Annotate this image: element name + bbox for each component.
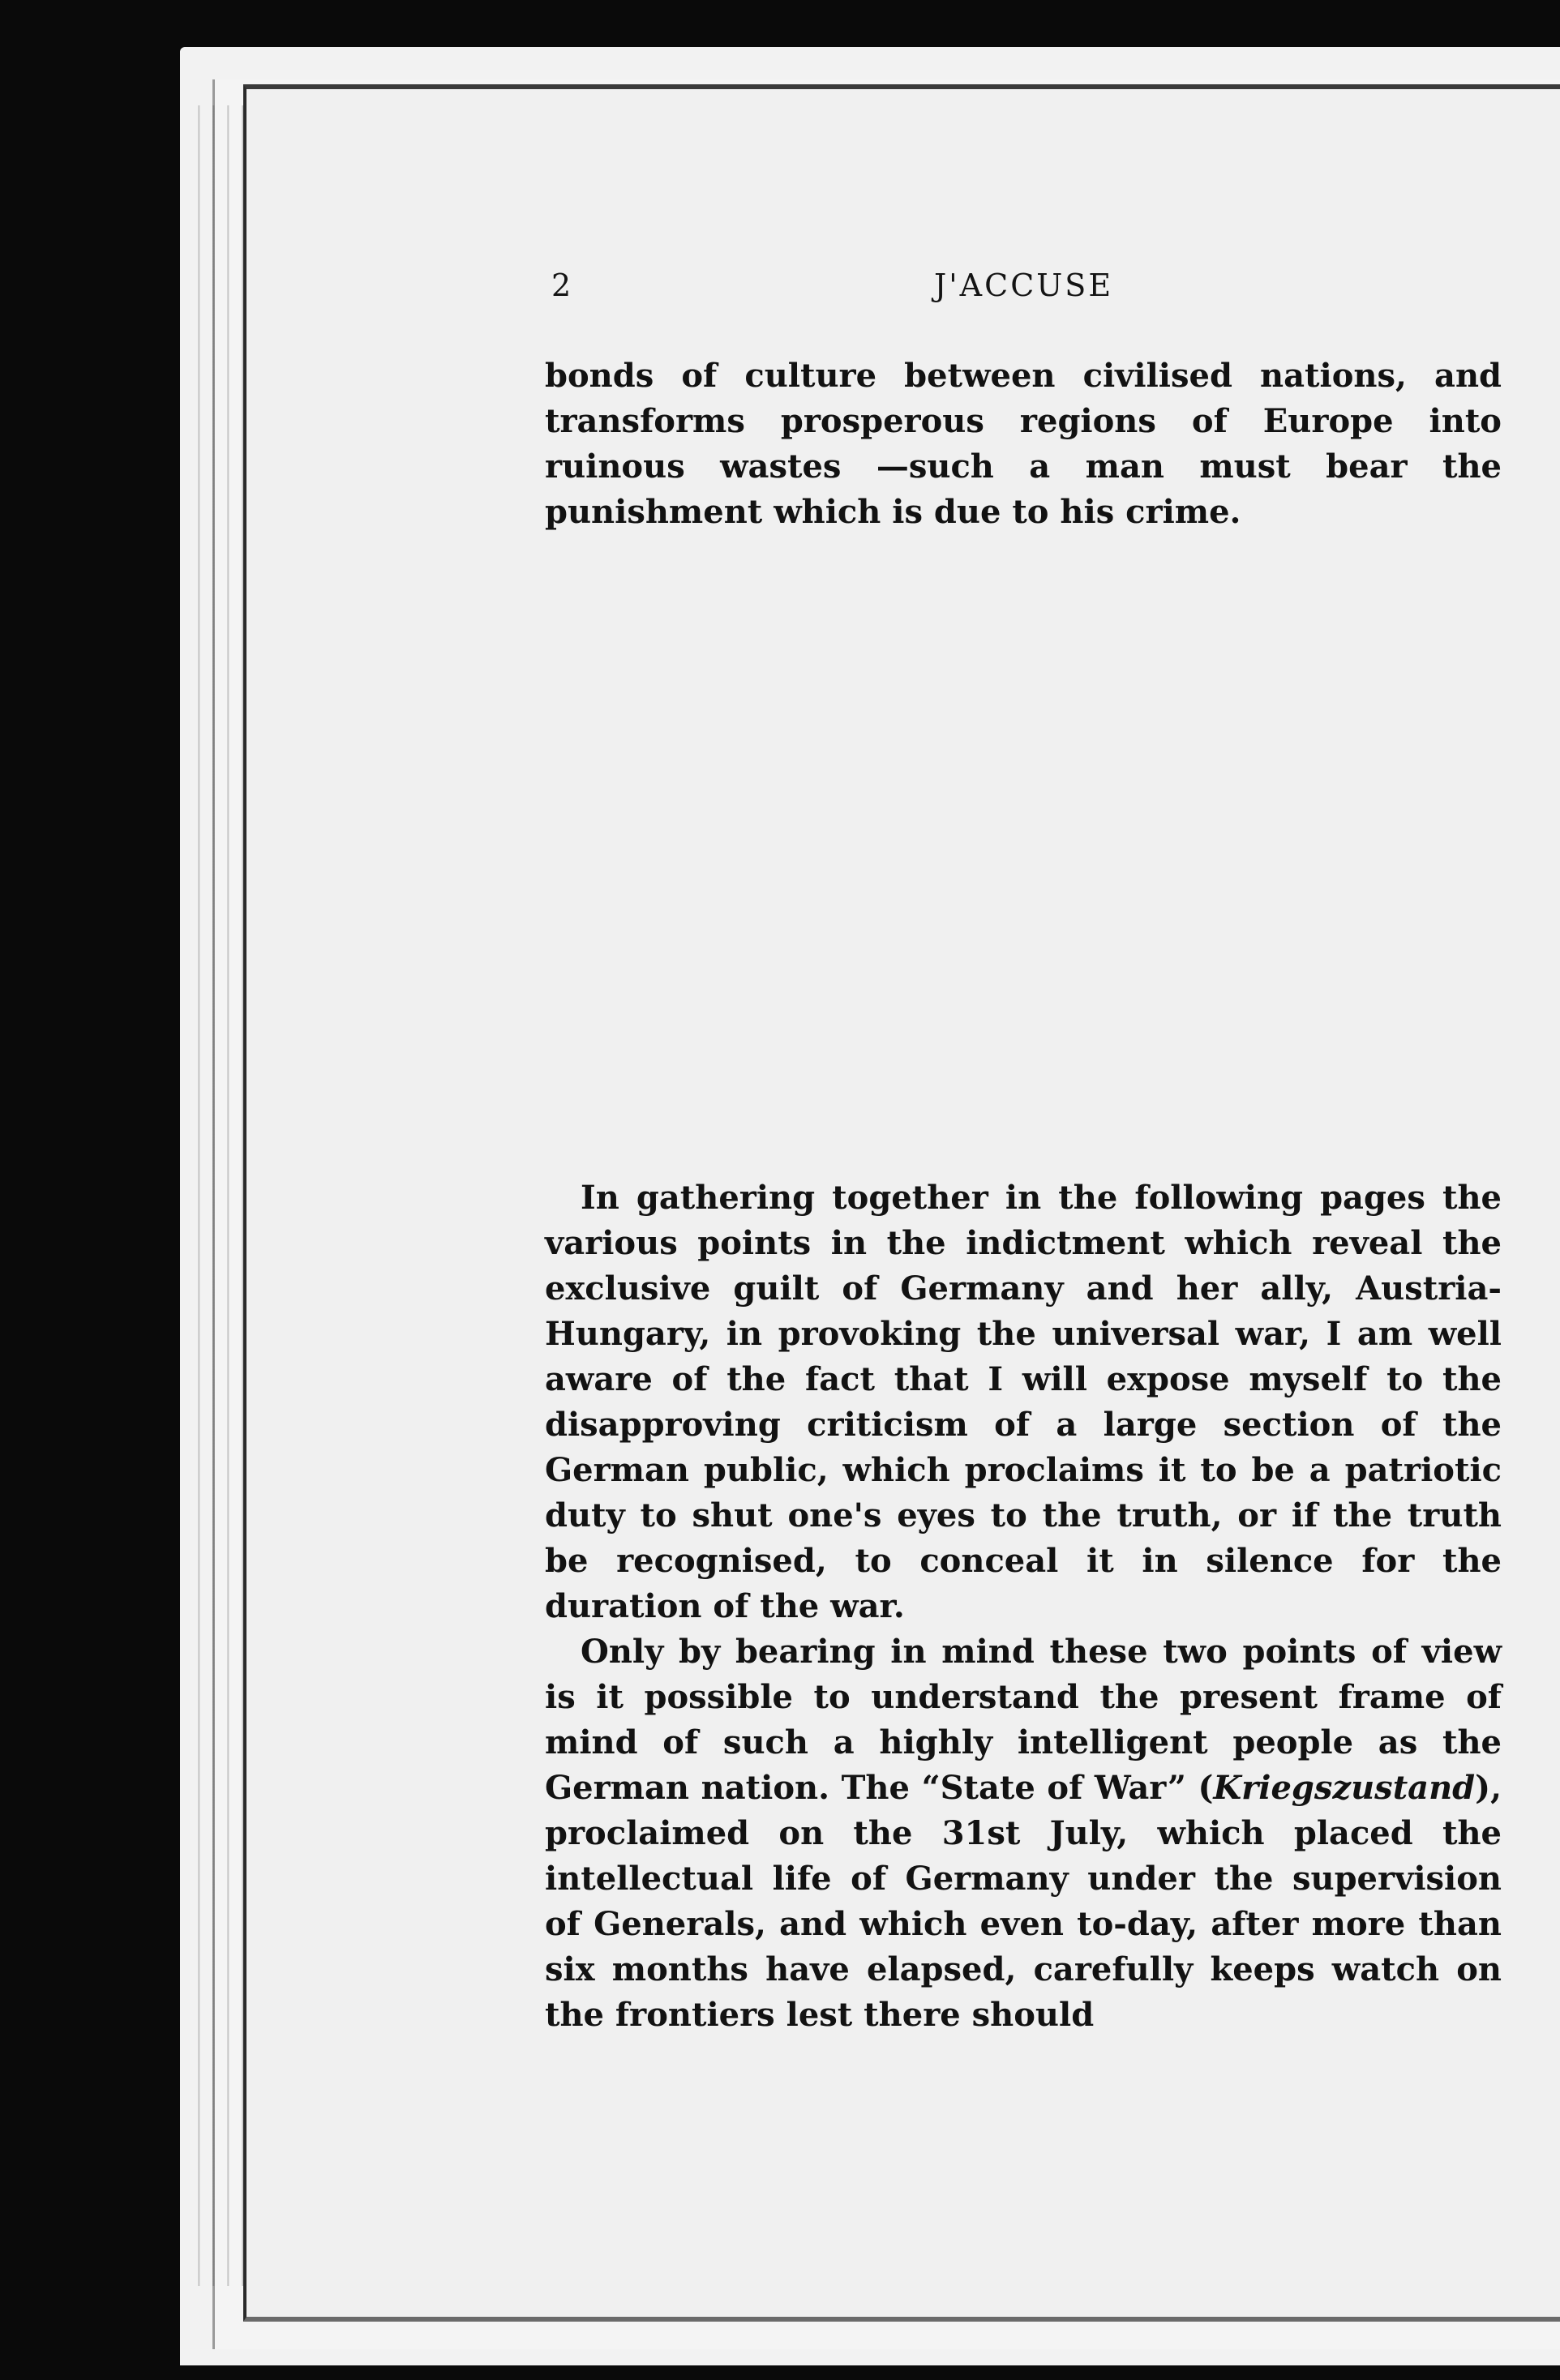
paragraph-indictment: In gathering together in the following pages the various points in the indictment which reveal the exclusive guilt of Germany and her ally, Austria-Hungary, in provoking the universal war, I am well aware of the fact that I will expose myself to the disapproving criticism of a large section of the German public, which proclaims it to be a patriotic duty to shut one's eyes to the truth, or if the truth be recognised, to conceal it in silence for the duration of the war. — [545, 1179, 1502, 1625]
running-title: J'ACCUSE — [934, 268, 1114, 303]
page-number: 2 — [551, 268, 572, 303]
italic-term: Kriegszustand — [1213, 1769, 1476, 1807]
paragraph-text-before-italic: Only by bearing in mind these two points of view is it possible to understand the present frame of mind of such a highly intelligent people as the German nation. The “State of War” ( — [545, 1633, 1502, 1807]
paragraph-continuation: bonds of culture between civilised nations, and transforms prosperous regions of Europe into ruinous wastes —such a man must bear the punishment which is due to his crime. — [545, 357, 1502, 531]
running-head — [545, 268, 1502, 316]
text-block-bottom — [545, 1175, 1502, 2038]
paragraph-text-after-italic: ), proclaimed on the 31st July, which placed the intellectual life of Germany under the supervision of Generals, and which even to-day, after more than six months have elapsed, carefully keeps watch on the frontiers lest there should — [545, 1769, 1502, 2034]
paragraph-state-of-war — [545, 1629, 1502, 2038]
text-block-top — [545, 353, 1502, 535]
